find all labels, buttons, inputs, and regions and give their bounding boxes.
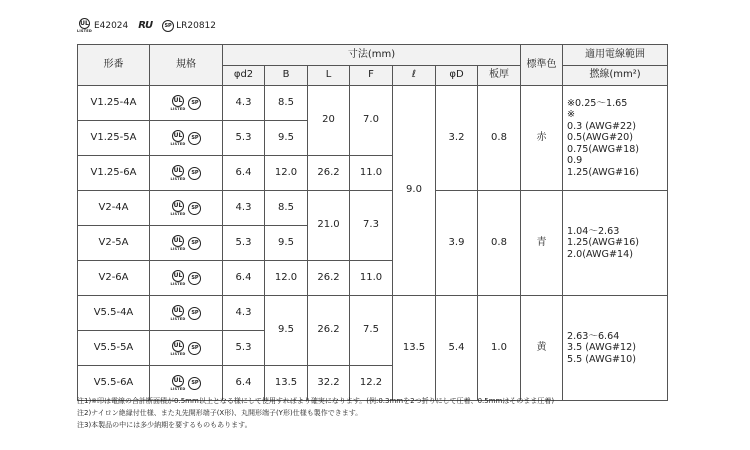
csa-icon: SP <box>188 97 201 110</box>
f-cell: 7.5 <box>350 296 393 366</box>
header-thickness: 板厚 <box>478 66 521 86</box>
ul-recognized-certification <box>138 20 152 31</box>
f-cell: 7.0 <box>350 86 393 156</box>
l-cell: 26.2 <box>308 296 350 366</box>
csa-icon: SP <box>188 272 201 285</box>
d2-cell: 6.4 <box>223 261 265 296</box>
model-cell: V2-4A <box>78 191 150 226</box>
l-cell: 32.2 <box>308 366 350 401</box>
standard-cell <box>150 331 223 366</box>
ul-listed-icon: UL LISTED <box>170 201 186 216</box>
terminal-spec-table <box>77 44 668 401</box>
ell-cell: 9.0 <box>393 86 436 296</box>
standard-cell <box>150 121 223 156</box>
ul-listed-icon: UL LISTED <box>170 166 186 181</box>
csa-icon: SP <box>188 167 201 180</box>
thickness-cell: 0.8 <box>478 86 521 191</box>
header-l: L <box>308 66 350 86</box>
model-cell: V5.5-5A <box>78 331 150 366</box>
standard-cell <box>150 156 223 191</box>
csa-icon: SP <box>188 342 201 355</box>
b-cell: 8.5 <box>265 191 308 226</box>
csa-icon: SP <box>188 237 201 250</box>
csa-number: LR20812 <box>176 20 216 31</box>
f-cell: 11.0 <box>350 156 393 191</box>
standard-cell <box>150 86 223 121</box>
color-cell: 青 <box>521 191 563 296</box>
d2-cell: 4.3 <box>223 191 265 226</box>
model-cell: V1.25-4A <box>78 86 150 121</box>
standard-cell <box>150 191 223 226</box>
csa-icon: SP <box>162 20 174 32</box>
l-cell: 21.0 <box>308 191 350 261</box>
thickness-cell: 1.0 <box>478 296 521 401</box>
ul-listed-icon: UL LISTED <box>170 131 186 146</box>
header-wire-sub: 撚線(mm²) <box>563 66 668 86</box>
ul-recognized-icon: RU <box>138 20 153 32</box>
ul-listed-icon: UL LISTED <box>77 19 92 33</box>
wire-range-cell: ※0.25～1.65 ※ 0.3 (AWG#22) 0.5(AWG#20) 0.75(AWG#18) 0.9 1.25(AWG#16) <box>563 86 668 191</box>
csa-certification <box>162 20 216 32</box>
header-d2: φd2 <box>223 66 265 86</box>
d2-cell: 5.3 <box>223 226 265 261</box>
ul-listed-icon: UL LISTED <box>170 306 186 321</box>
table-row <box>78 191 668 226</box>
d-cell: 3.2 <box>436 86 478 191</box>
header-b: B <box>265 66 308 86</box>
header-wire-range: 適用電線範囲 <box>563 45 668 66</box>
header-f: F <box>350 66 393 86</box>
wire-range-cell: 2.63～6.64 3.5 (AWG#12) 5.5 (AWG#10) <box>563 296 668 401</box>
d2-cell: 6.4 <box>223 156 265 191</box>
f-cell: 7.3 <box>350 191 393 261</box>
footnote: 注3)本製品の中には多少納期を要するものもあります。 <box>77 421 252 429</box>
wire-range-cell: 1.04～2.63 1.25(AWG#16) 2.0(AWG#14) <box>563 191 668 296</box>
b-cell: 9.5 <box>265 226 308 261</box>
model-cell: V1.25-5A <box>78 121 150 156</box>
d-cell: 5.4 <box>436 296 478 401</box>
model-cell: V2-6A <box>78 261 150 296</box>
color-cell: 黄 <box>521 296 563 401</box>
ul-listed-icon: UL LISTED <box>170 376 186 391</box>
b-cell: 12.0 <box>265 261 308 296</box>
ul-listed-icon: UL LISTED <box>170 96 186 111</box>
standard-cell <box>150 261 223 296</box>
csa-icon: SP <box>188 307 201 320</box>
header-ell: ℓ <box>393 66 436 86</box>
f-cell: 12.2 <box>350 366 393 401</box>
b-cell: 8.5 <box>265 86 308 121</box>
header-d: φD <box>436 66 478 86</box>
l-cell: 26.2 <box>308 261 350 296</box>
ul-listed-icon: UL LISTED <box>170 341 186 356</box>
model-cell: V1.25-6A <box>78 156 150 191</box>
d2-cell: 4.3 <box>223 86 265 121</box>
table-row <box>78 296 668 331</box>
ul-certification <box>77 18 128 34</box>
b-cell: 9.5 <box>265 296 308 366</box>
standard-cell <box>150 296 223 331</box>
footnote: 注2)ナイロン絶縁付仕様、また丸先開形端子(X形)、丸開形端子(Y形)仕様も製作できます。 <box>77 409 363 417</box>
header-dimensions: 寸法(mm) <box>223 45 521 66</box>
footnotes <box>77 395 554 431</box>
b-cell: 9.5 <box>265 121 308 156</box>
color-cell: 赤 <box>521 86 563 191</box>
ul-listed-icon: UL LISTED <box>170 271 186 286</box>
thickness-cell: 0.8 <box>478 191 521 296</box>
ul-listed-icon: UL LISTED <box>170 236 186 251</box>
csa-icon: SP <box>188 377 201 390</box>
header-standard: 規格 <box>150 45 223 86</box>
header-model: 形番 <box>78 45 150 86</box>
standard-cell <box>150 226 223 261</box>
l-cell: 26.2 <box>308 156 350 191</box>
ul-number: E42024 <box>93 20 129 31</box>
ell-cell: 13.5 <box>393 296 436 401</box>
csa-icon: SP <box>188 202 201 215</box>
model-cell: V5.5-4A <box>78 296 150 331</box>
model-cell: V2-5A <box>78 226 150 261</box>
csa-icon: SP <box>188 132 201 145</box>
l-cell: 20 <box>308 86 350 156</box>
header-color: 標準色 <box>521 45 563 86</box>
f-cell: 11.0 <box>350 261 393 296</box>
b-cell: 12.0 <box>265 156 308 191</box>
d2-cell: 6.4 <box>223 366 265 401</box>
table-row <box>78 86 668 121</box>
d2-cell: 5.3 <box>223 331 265 366</box>
b-cell: 13.5 <box>265 366 308 401</box>
d-cell: 3.9 <box>436 191 478 296</box>
d2-cell: 4.3 <box>223 296 265 331</box>
d2-cell: 5.3 <box>223 121 265 156</box>
footnote: 注1)※印は電線の合計断面積が0.5mm以上となる様にして使用すればより確実になります。(例:0.3mmを2つ折りにして圧着、0.5mmはそのまま圧着) <box>77 397 555 405</box>
certification-marks <box>77 18 216 34</box>
model-cell: V5.5-6A <box>78 366 150 401</box>
